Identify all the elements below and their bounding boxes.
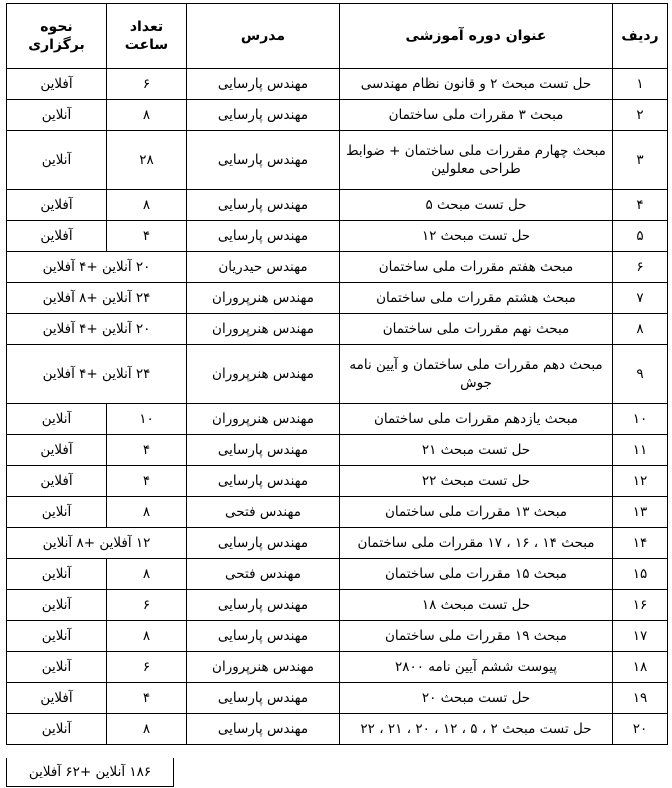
cell-radif: ۱۵ (613, 559, 668, 590)
cell-hours: ۸ (107, 497, 187, 528)
cell-teacher: مهندس پارسایی (187, 100, 340, 131)
cell-radif: ۱۹ (613, 683, 668, 714)
table-row (7, 652, 668, 683)
cell-radif: ۲ (613, 100, 668, 131)
cell-teacher: مهندس پارسایی (187, 190, 340, 221)
cell-title: حل تست مبحث ۲ ، ۵ ، ۱۲ ، ۲۰ ، ۲۱ ، ۲۲ (340, 714, 613, 745)
cell-radif: ۱۴ (613, 528, 668, 559)
cell-radif: ۱۷ (613, 621, 668, 652)
cell-radif: ۵ (613, 221, 668, 252)
table-row (7, 221, 668, 252)
table-row (7, 404, 668, 435)
cell-title: مبحث ۱۴ ، ۱۶ ، ۱۷ مقررات ملی ساختمان (340, 528, 613, 559)
table-row (7, 621, 668, 652)
cell-hours-mode: ۲۰ آنلاین +۴ آفلاین (7, 252, 187, 283)
cell-radif: ۱۸ (613, 652, 668, 683)
cell-teacher: مهندس هنرپروران (187, 314, 340, 345)
cell-teacher: مهندس فتحی (187, 497, 340, 528)
cell-hours: ۸ (107, 559, 187, 590)
cell-radif: ۱۲ (613, 466, 668, 497)
cell-teacher: مهندس پارسایی (187, 435, 340, 466)
course-table (6, 3, 668, 745)
cell-hours: ۴ (107, 221, 187, 252)
cell-mode: آنلاین (7, 652, 107, 683)
cell-teacher: مهندس فتحی (187, 559, 340, 590)
cell-hours: ۴ (107, 683, 187, 714)
cell-title: مبحث ۳ مقررات ملی ساختمان (340, 100, 613, 131)
cell-hours-mode: ۲۴ آنلاین +۴ آفلاین (7, 345, 187, 404)
cell-title: مبحث نهم مقررات ملی ساختمان (340, 314, 613, 345)
cell-title: مبحث ۱۵ مقررات ملی ساختمان (340, 559, 613, 590)
cell-hours: ۶ (107, 69, 187, 100)
total-summary: ۱۸۶ آنلاین +۶۲ آفلاین (6, 758, 174, 787)
table-row (7, 314, 668, 345)
cell-title: مبحث هشتم مقررات ملی ساختمان (340, 283, 613, 314)
cell-title: پیوست ششم آیین نامه ۲۸۰۰ (340, 652, 613, 683)
cell-radif: ۱ (613, 69, 668, 100)
table-row (7, 714, 668, 745)
cell-title: حل تست مبحث ۲۰ (340, 683, 613, 714)
header-mode: نحوه برگزاری (7, 4, 107, 69)
cell-title: حل تست مبحث ۱۸ (340, 590, 613, 621)
cell-radif: ۱۳ (613, 497, 668, 528)
table-row (7, 528, 668, 559)
cell-mode: آفلاین (7, 69, 107, 100)
cell-teacher: مهندس پارسایی (187, 131, 340, 190)
table-row (7, 466, 668, 497)
cell-teacher: مهندس پارسایی (187, 621, 340, 652)
cell-teacher: مهندس هنرپروران (187, 283, 340, 314)
cell-mode: آنلاین (7, 714, 107, 745)
cell-mode: آفلاین (7, 435, 107, 466)
cell-radif: ۲۰ (613, 714, 668, 745)
cell-hours: ۴ (107, 466, 187, 497)
cell-hours: ۸ (107, 621, 187, 652)
header-row (7, 4, 668, 69)
cell-radif: ۷ (613, 283, 668, 314)
cell-title: حل تست مبحث ۵ (340, 190, 613, 221)
cell-radif: ۳ (613, 131, 668, 190)
table-row (7, 131, 668, 190)
cell-teacher: مهندس پارسایی (187, 69, 340, 100)
table-row (7, 590, 668, 621)
table-row (7, 100, 668, 131)
header-teacher: مدرس (187, 4, 340, 69)
cell-hours: ۶ (107, 590, 187, 621)
cell-title: مبحث ۱۹ مقررات ملی ساختمان (340, 621, 613, 652)
cell-hours-mode: ۲۰ آنلاین +۴ آفلاین (7, 314, 187, 345)
cell-hours: ۱۰ (107, 404, 187, 435)
cell-title: مبحث چهارم مقررات ملی ساختمان + ضوابط طراحی معلولین (340, 131, 613, 190)
header-radif: ردیف (613, 4, 668, 69)
header-hours: تعداد ساعت (107, 4, 187, 69)
cell-hours: ۶ (107, 652, 187, 683)
cell-hours-mode: ۱۲ آفلاین +۸ آنلاین (7, 528, 187, 559)
cell-title: مبحث ۱۳ مقررات ملی ساختمان (340, 497, 613, 528)
cell-mode: آنلاین (7, 100, 107, 131)
header-title: عنوان دوره آموزشی (340, 4, 613, 69)
cell-title: مبحث یازدهم مقررات ملی ساختمان (340, 404, 613, 435)
cell-mode: آفلاین (7, 683, 107, 714)
table-row (7, 190, 668, 221)
table-row (7, 683, 668, 714)
cell-teacher: مهندس پارسایی (187, 714, 340, 745)
cell-hours: ۸ (107, 190, 187, 221)
cell-teacher: مهندس پارسایی (187, 221, 340, 252)
cell-mode: آنلاین (7, 404, 107, 435)
cell-mode: آنلاین (7, 590, 107, 621)
cell-radif: ۴ (613, 190, 668, 221)
table-row (7, 252, 668, 283)
table-row (7, 497, 668, 528)
cell-teacher: مهندس حیدریان (187, 252, 340, 283)
cell-hours: ۸ (107, 714, 187, 745)
cell-mode: آنلاین (7, 131, 107, 190)
cell-teacher: مهندس پارسایی (187, 683, 340, 714)
cell-radif: ۸ (613, 314, 668, 345)
table-row (7, 345, 668, 404)
cell-radif: ۹ (613, 345, 668, 404)
cell-mode: آنلاین (7, 497, 107, 528)
cell-title: حل تست مبحث ۱۲ (340, 221, 613, 252)
cell-radif: ۱۶ (613, 590, 668, 621)
cell-teacher: مهندس پارسایی (187, 590, 340, 621)
cell-teacher: مهندس پارسایی (187, 466, 340, 497)
cell-hours: ۲۸ (107, 131, 187, 190)
cell-teacher: مهندس هنرپروران (187, 404, 340, 435)
cell-hours: ۴ (107, 435, 187, 466)
cell-hours-mode: ۲۴ آنلاین +۸ آفلاین (7, 283, 187, 314)
cell-radif: ۶ (613, 252, 668, 283)
table-row (7, 283, 668, 314)
cell-mode: آنلاین (7, 621, 107, 652)
cell-teacher: مهندس پارسایی (187, 528, 340, 559)
cell-title: حل تست مبحث ۲۱ (340, 435, 613, 466)
cell-mode: آفلاین (7, 466, 107, 497)
table-row (7, 435, 668, 466)
cell-mode: آنلاین (7, 559, 107, 590)
cell-title: مبحث هفتم مقررات ملی ساختمان (340, 252, 613, 283)
cell-title: حل تست مبحث ۲ و قانون نظام مهندسی (340, 69, 613, 100)
table-row (7, 559, 668, 590)
cell-teacher: مهندس هنرپروران (187, 652, 340, 683)
cell-mode: آفلاین (7, 221, 107, 252)
cell-hours: ۸ (107, 100, 187, 131)
cell-title: مبحث دهم مقررات ملی ساختمان و آیین نامه جوش (340, 345, 613, 404)
cell-radif: ۱۰ (613, 404, 668, 435)
cell-radif: ۱۱ (613, 435, 668, 466)
cell-mode: آفلاین (7, 190, 107, 221)
cell-title: حل تست مبحث ۲۲ (340, 466, 613, 497)
table-row (7, 69, 668, 100)
cell-teacher: مهندس هنرپروران (187, 345, 340, 404)
